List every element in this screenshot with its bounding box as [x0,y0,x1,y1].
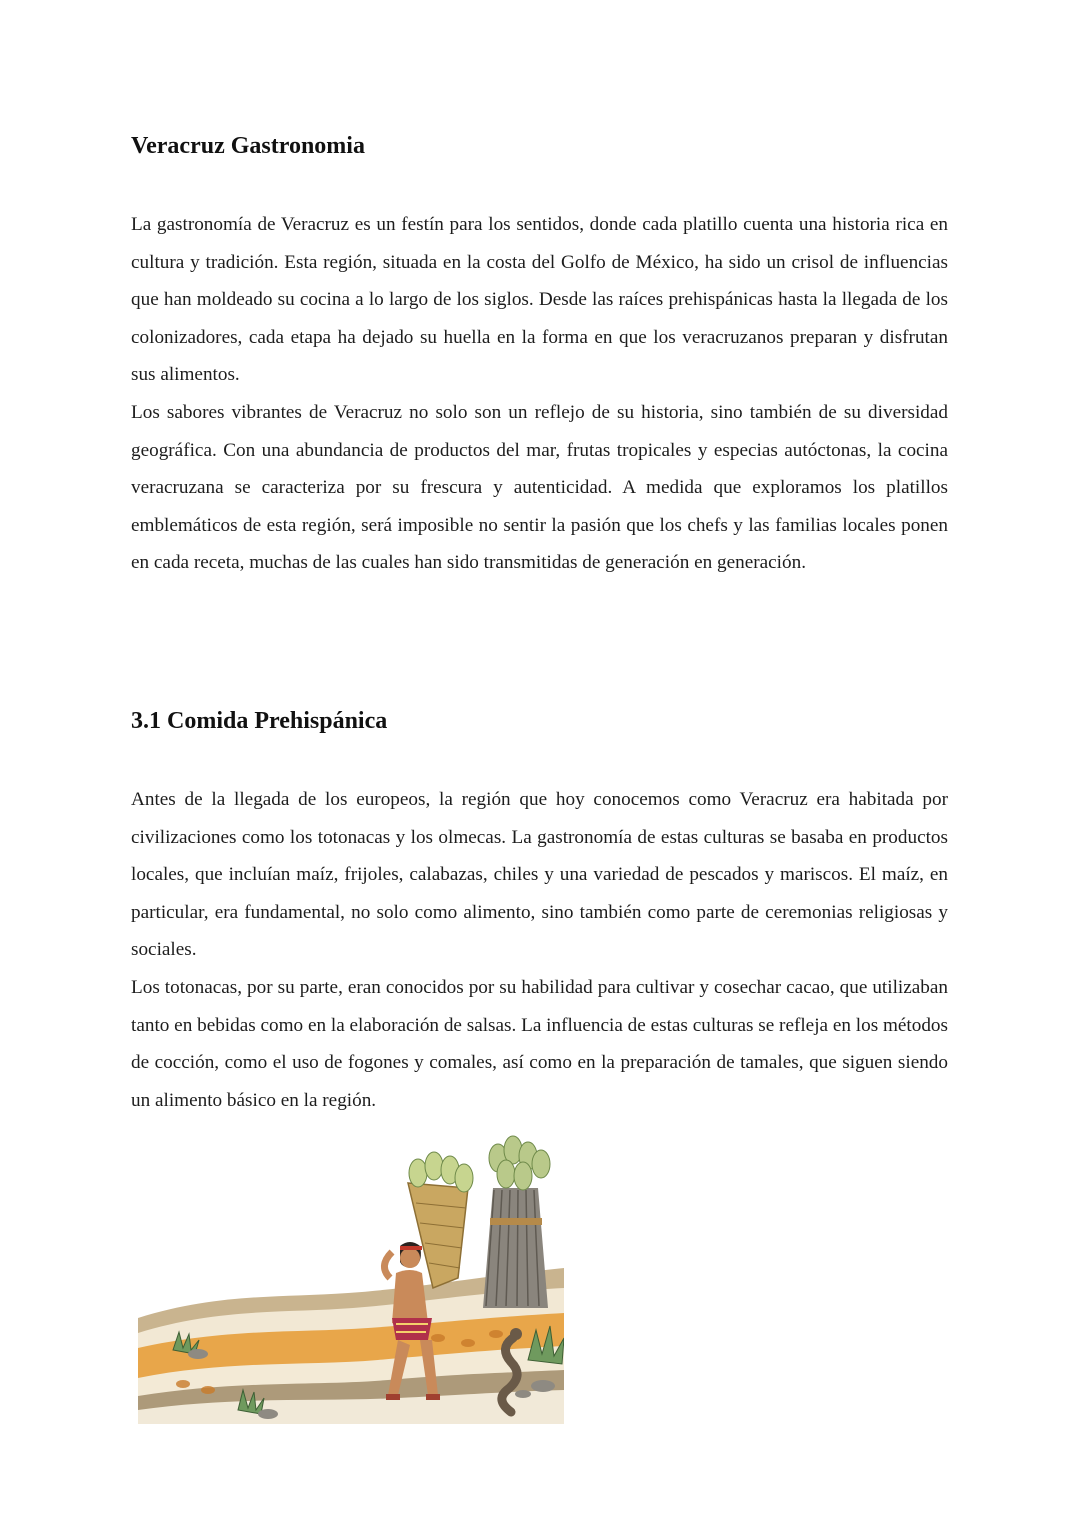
prehispanic-farmer-illustration [138,1128,564,1424]
page-title: Veracruz Gastronomia [131,133,365,159]
section-paragraph-2: Los totonacas, por su parte, eran conocidos por su habilidad para cultivar y cosechar cacao, que utilizaban tanto en bebidas como en la elaboración de salsas. La influencia de estas culturas se refleja en los métodos de cocción, como el uso de fogones y comales, así como en la preparación de tamales, que siguen siendo un alimento básico en la región. [131,977,948,1111]
section-heading: 3.1 Comida Prehispánica [131,708,388,734]
section-paragraph-1: Antes de la llegada de los europeos, la región que hoy conocemos como Veracruz era habitada por civilizaciones como los totonacas y los olmecas. La gastronomía de estas culturas se basaba en productos locales, que incluían maíz, frijoles, calabazas, chiles y una variedad de pescados y mariscos. El maíz, en particular, era fundamental, no solo como alimento, sino también como parte de ceremonias religiosas y sociales. [131,789,948,961]
intro-paragraph-2: Los sabores vibrantes de Veracruz no solo son un reflejo de su historia, sino también de su diversidad geográfica. Con una abundancia de productos del mar, frutas tropicales y especias autóctonas, la cocina veracruzana se caracteriza por su frescura y autenticidad. A medida que exploramos los platillos emblemáticos de esta región, será imposible no sentir la pasión que los chefs y las familias locales ponen en cada receta, muchas de las cuales han sido transmitidas de generación en generación. [131,402,948,574]
intro-paragraph-1: La gastronomía de Veracruz es un festín para los sentidos, donde cada platillo cuenta una historia rica en cultura y tradición. Esta región, situada en la costa del Golfo de México, ha sido un crisol de influencias que han moldeado su cocina a lo largo de los siglos. Desde las raíces prehispánicas hasta la llegada de los colonizadores, cada etapa ha dejado su huella en la forma en que los veracruzanos preparan y disfrutan sus alimentos. [131,214,948,386]
